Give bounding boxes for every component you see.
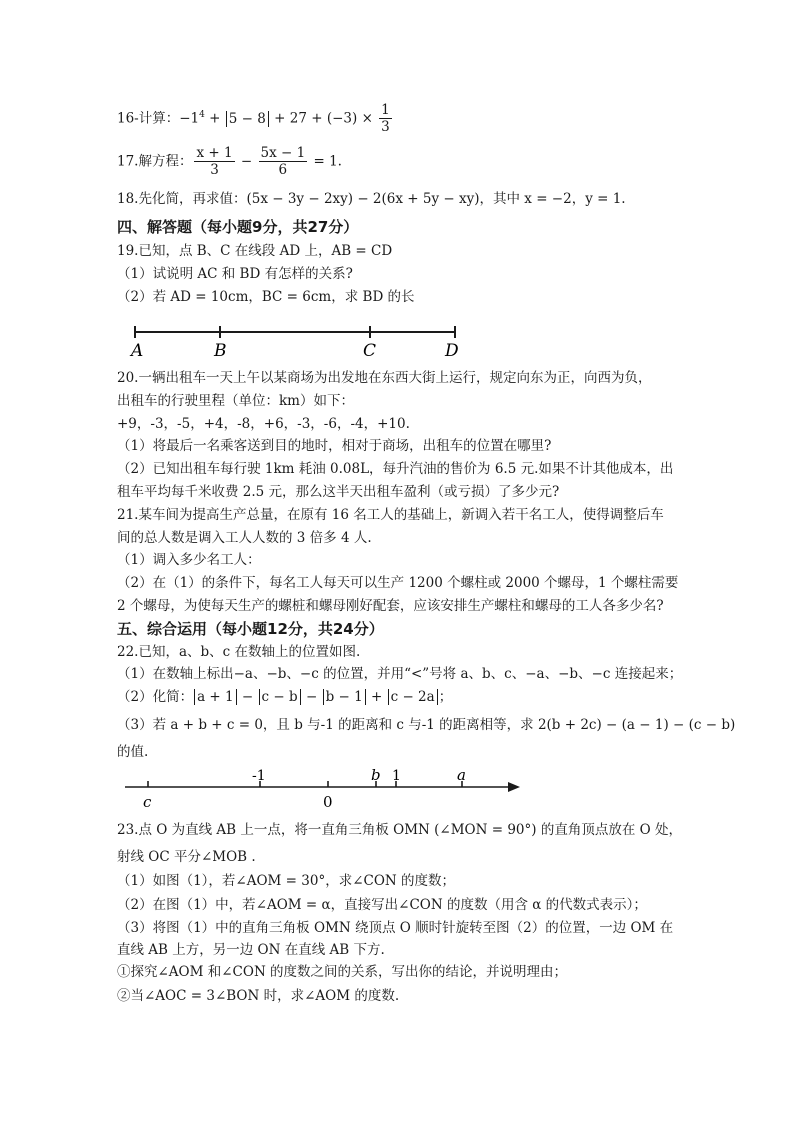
- fraction-numerator: 5x − 1: [260, 145, 306, 161]
- question-17: [117, 145, 342, 179]
- question-18: 18.先化简，再求值：(5x − 3y − 2xy) − 2(6x + 5y − xy)，其中 x = −2，y = 1.: [117, 191, 626, 207]
- question-21-part-1: （1）调入多少名工人：: [117, 552, 261, 568]
- axis-label-c: c: [143, 793, 152, 811]
- question-19-stem: 19.已知，点 B、C 在线段 AD 上，AB = CD: [117, 243, 393, 259]
- question-23-stem-2: 射线 OC 平分∠MOB .: [117, 849, 256, 865]
- question-20-part-2b: 租车平均每千米收费 2.5 元，那么这半天出租车盈利（或亏损）了多少元?: [117, 484, 560, 500]
- question-label: 16-计算：: [117, 110, 180, 127]
- operator: −: [236, 153, 257, 170]
- fraction-denominator: 3: [210, 162, 219, 179]
- fraction: [379, 102, 392, 136]
- point-label-c: C: [363, 341, 377, 361]
- question-20-part-2a: （2）已知出租车每行驶 1km 耗油 0.08L，每升汽油的售价为 6.5 元.如果不计其他成本，出: [117, 461, 674, 477]
- question-21-stem-1: 21.某车间为提高生产总量，在原有 16 名工人的基础上，新调入若干名工人，使得调整后车: [117, 507, 664, 523]
- axis-label-b: b: [371, 766, 381, 784]
- question-20-stem-2: 出租车的行驶里程（单位：km）如下：: [117, 393, 354, 409]
- expr-part: +: [204, 110, 225, 127]
- question-21-part-2a: （2）在（1）的条件下，每名工人每天可以生产 1200 个螺柱或 2000 个螺母，1 个螺柱需要: [117, 575, 679, 591]
- question-21-stem-2: 间的总人数是调入工人人数的 3 倍多 4 人.: [117, 530, 372, 546]
- equation-rhs: = 1.: [309, 153, 342, 170]
- question-23-stem-1: 23.点 O 为直线 AB 上一点，将一直角三角板 OMN (∠MON = 90°) 的直角顶点放在 O 处，: [117, 822, 682, 838]
- fraction-numerator: x + 1: [196, 145, 233, 161]
- question-23-part-3a: （3）将图（1）中的直角三角板 OMN 绕顶点 O 顺时针旋转至图（2）的位置，一边 OM 在: [117, 920, 674, 936]
- absolute-value: c − b: [259, 689, 301, 705]
- fraction-numerator: 1: [381, 102, 390, 118]
- question-23-sub-2: ②当∠AOC = 3∠BON 时，求∠AOM 的度数.: [117, 988, 400, 1004]
- fraction-denominator: 3: [381, 119, 390, 136]
- absolute-value: b − 1: [323, 689, 366, 705]
- number-line-diagram: [120, 765, 530, 815]
- part-label: （2）化简：: [117, 689, 194, 705]
- question-label: 17.解方程：: [117, 153, 193, 170]
- point-label-b: B: [214, 341, 227, 361]
- punctuation: ；: [438, 689, 453, 705]
- segment-diagram: [125, 318, 470, 362]
- operator: −: [237, 689, 258, 705]
- question-22-stem: 22.已知，a、b、c 在数轴上的位置如图.: [117, 644, 361, 660]
- operator: −: [301, 689, 322, 705]
- question-23-part-1: （1）如图（1），若∠AOM = 30°，求∠CON 的度数；: [117, 873, 456, 889]
- absolute-value: 5 − 8: [226, 111, 269, 127]
- question-22-part-3: （3）若 a + b + c = 0，且 b 与-1 的距离和 c 与-1 的距离相等，求 2(b + 2c) − (a − 1) − (c − b): [117, 717, 736, 733]
- fraction: [259, 145, 308, 179]
- fraction-denominator: 6: [278, 162, 288, 179]
- question-20-part-1: （1）将最后一名乘客送到目的地时，相对于商场，出租车的位置在哪里?: [117, 438, 552, 454]
- section-heading-4: 四、解答题（每小题9分，共27分）: [117, 218, 359, 236]
- axis-label-0: 0: [323, 793, 333, 811]
- question-23-part-2: （2）在图（1）中，若∠AOM = α，直接写出∠CON 的度数（用含 α 的代数式表示）；: [117, 897, 647, 913]
- question-19-part-1: （1）试说明 AC 和 BD 有怎样的关系?: [117, 266, 353, 282]
- question-22-part-1: （1）在数轴上标出−a、−b、−c 的位置，并用“<”号将 a、b、c、−a、−b、−c 连接起来；: [117, 666, 683, 682]
- question-20-data: +9，-3，-5，+4，-8，+6，-3，-6，-4，+10.: [117, 416, 410, 432]
- absolute-value: c − 2a: [388, 689, 438, 705]
- exponent: 4: [199, 110, 205, 121]
- question-21-part-2b: 2 个螺母，为使每天生产的螺桩和螺母刚好配套，应该安排生产螺柱和螺母的工人各多少名?: [117, 598, 664, 614]
- operator: +: [366, 689, 387, 705]
- absolute-value: a + 1: [194, 689, 237, 705]
- expr-part: + 27 + (−3) ×: [269, 110, 378, 127]
- axis-label-neg-1: -1: [252, 768, 266, 784]
- point-label-a: A: [131, 341, 144, 361]
- arrow-right-icon: [508, 782, 520, 792]
- question-16: [117, 102, 394, 136]
- point-label-d: D: [445, 341, 459, 361]
- axis-label-1: 1: [392, 768, 401, 784]
- expr-part: −1: [179, 110, 200, 127]
- question-23-sub-1: ①探究∠AOM 和∠CON 的度数之间的关系，写出你的结论，并说明理由；: [117, 964, 568, 980]
- section-heading-5: 五、综合运用（每小题12分，共24分）: [117, 620, 384, 638]
- question-23-part-3b: 直线 AB 上方，另一边 ON 在直线 AB 下方.: [117, 942, 385, 958]
- question-20-stem-1: 20.一辆出租车一天上午以某商场为出发地在东西大街上运行，规定向东为正，向西为负，: [117, 370, 652, 386]
- question-22-part-2: [117, 689, 452, 705]
- axis-label-a: a: [457, 766, 466, 784]
- fraction: [194, 145, 234, 179]
- question-19-part-2: （2）若 AD = 10cm，BC = 6cm，求 BD 的长: [117, 289, 415, 305]
- question-22-part-3-end: 的值.: [117, 744, 149, 760]
